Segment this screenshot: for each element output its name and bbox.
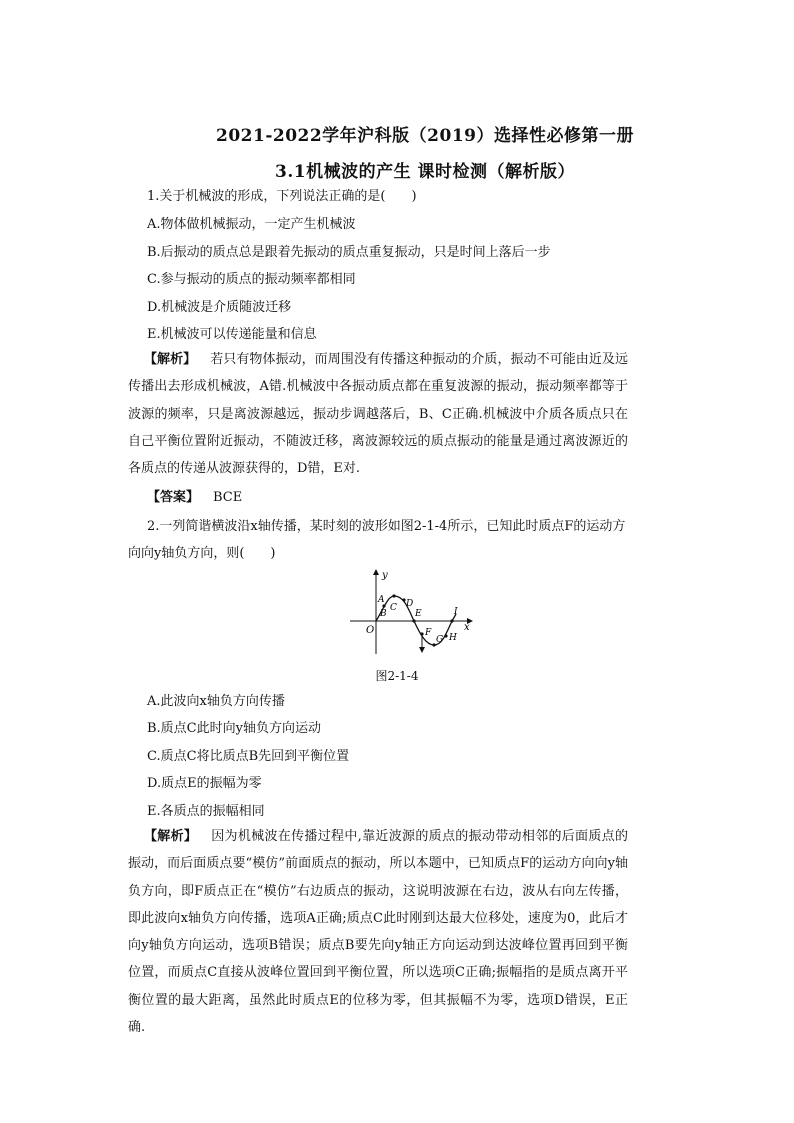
wave-diagram (346, 566, 474, 658)
point-c-dot (392, 594, 395, 597)
point-e-label: E (415, 609, 422, 619)
x-axis-label: x (464, 622, 470, 633)
analysis-label-2: 【解析】 (144, 829, 198, 844)
origin-label: O (366, 625, 375, 636)
question-2-stem-line-2: 向向y轴负方向，则( ) (128, 546, 276, 561)
question-1-option-e: E.机械波可以传递能量和信息 (147, 327, 317, 342)
point-a-label: A (378, 595, 385, 605)
question-1-option-a: A.物体做机械振动，一定产生机械波 (147, 217, 356, 232)
point-i-dot (450, 619, 453, 622)
figure-caption: 图2-1-4 (375, 669, 419, 683)
question-2-analysis (128, 823, 628, 1041)
analysis-label: 【解析】 (144, 352, 197, 367)
answer-text: BCE (213, 490, 243, 505)
question-1-stem: 1.关于机械波的形成，下列说法正确的是( ) (147, 189, 417, 204)
question-1-option-b: B.后振动的质点总是跟着先振动的质点重复振动，只是时间上落后一步 (147, 245, 551, 260)
question-1-analysis (128, 346, 628, 482)
point-g-label: G (436, 635, 444, 645)
question-1-option-d: D.机械波是介质随波迁移 (147, 300, 292, 315)
point-e-dot (412, 619, 415, 622)
wave-figure (346, 566, 474, 658)
document-subtitle: 3.1机械波的产生 课时检测（解析版） (275, 162, 575, 182)
point-f-label: F (425, 628, 432, 638)
question-2-option-a: A.此波向x轴负方向传播 (147, 694, 285, 709)
question-1-option-c: C.参与振动的质点的振动频率都相同 (147, 272, 356, 287)
point-h-dot (444, 634, 447, 637)
y-axis-label: y (382, 570, 388, 581)
question-2-option-c: C.质点C将比质点B先回到平衡位置 (147, 749, 350, 764)
question-2-option-d: D.质点E的振幅为零 (147, 776, 262, 791)
question-2-option-b: B.质点C此时向y轴负方向运动 (147, 721, 321, 736)
analysis-text-2: 因为机械波在传播过程中,靠近波源的质点的振动带动相邻的后面质点的振动，而后面质点要“模仿”前面质点的振动，所以本题中，已知质点F的运动方向向y轴负方向，即F质点正在“模仿”右边质点的振动，这说明波源在右边，波从右向左传播，即此波向x轴负方向传播，选项A正确;质点C此时刚到达最大位移处，速度为0，此后才向y轴负方向运动，选项B错误；质点B要先向y轴正方向运动到达波峰位置再回到平衡位置，而质点C直接从波峰位置回到平衡位置，所以选项C正确;振幅指的是质点离开平衡位置的最大距离，虽然此时质点E的位移为零，但其振幅不为零，选项D错误，E正确. (128, 829, 628, 1036)
point-b-label: B (380, 609, 387, 619)
analysis-text: 若只有物体振动，而周围没有传播这种振动的介质，振动不可能由近及远传播出去形成机械波，A错.机械波中各振动质点都在重复波源的振动，振动频率都等于波源的频率，只是离波源越远，振动步调越落后，B、C正确.机械波中介质各质点只在自己平衡位置附近振动，不随波迁移，离波源较远的质点振动的能量是通过离波源近的各质点的传递从波源获得的，D错，E对. (128, 352, 628, 477)
answer-label: 【答案】 (147, 490, 200, 505)
document-title: 2021-2022学年沪科版（2019）选择性必修第一册 (216, 126, 634, 146)
point-i-label: I (454, 607, 458, 617)
point-d-label: D (406, 599, 414, 609)
question-1-answer (147, 489, 242, 507)
point-h-label: H (449, 633, 457, 643)
question-2-stem-line-1: 2.一列简谐横波沿x轴传播，某时刻的波形如图2-1-4所示，已知此时质点F的运动方 (147, 519, 626, 534)
point-c-label: C (390, 603, 397, 613)
question-2-option-e: E.各质点的振幅相同 (147, 804, 265, 819)
